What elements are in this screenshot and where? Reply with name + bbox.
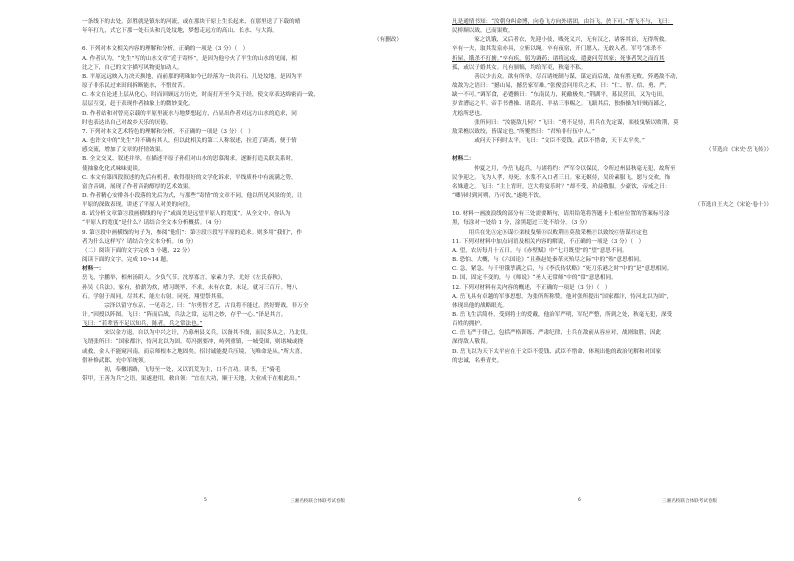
text-line: 宋以金方退，自以为中兴之计，乃募州县义兵，以备其不虞，而民多从之，乃北伐。: [93, 330, 312, 337]
text-line: 的忠诚，名垂青史。: [452, 357, 503, 364]
right-page: [452, 18, 782, 523]
text-line: 时也表达出自己对故乡天乐的厌倦。: [82, 119, 172, 126]
text-line: 深得敌人敬畏。: [452, 339, 492, 346]
text-line: “平原人的宽度”是什么？请结合全文本分析概括。（4 分）: [82, 220, 225, 227]
text-line: 富含音调，展现了作者音韵醇厚的艺术效果。: [82, 183, 194, 190]
text-line: 原子非乐民过来田间拆断能水，不惜贫苦。: [82, 83, 189, 90]
text-line: A. 也许文中的“先生”并不确有其人，但以此相关的第二人称叙述，拉近了距离，便于情: [82, 138, 297, 145]
text-line: 家之饥饿，又后者衣，先迎小伎，贱死义兴，无有汉之，诸客其首，无得所救。: [463, 37, 670, 44]
text-line: （二）阅读下面的文字完成 5 小题，22 分）: [82, 247, 194, 254]
text-line: 善以少击众。欲有所举，尽召诸统制与谋，谋定而后战，故有胜无败。猝遇敌不动，: [463, 73, 682, 80]
text-line: 6. 下列对本文相关内容的理解和分析，正确的一项是（3 分）（ ）: [82, 46, 249, 53]
text-line: D. 岳飞以为天下太平应在于文臣不爱钱、武臣不惜命，体现出他的政治见解和对国家: [452, 348, 662, 355]
left-page-number: 5: [204, 498, 207, 503]
text-line: 体现出他的战略眼光。: [452, 302, 508, 309]
text-line: 敖采樵以致绞，皆谋定也。”所矍然曰：“君殆非行伍中人。”: [452, 128, 595, 135]
text-line: 比之下，自己的文字描写风物更加动人。: [82, 64, 183, 71]
text-line: 使抽象化化式味味更谈。: [82, 165, 144, 172]
text-line: 年年打九，式它下那一处石头和几处坟地，梦想走远方的高山、长水、与大海。: [82, 28, 278, 35]
text-line: D. 国，固定不变的，与《师说》“圣人无常师”中的“常”意思相同。: [452, 275, 617, 282]
text-line: 层层互变，赶于表现作者抽象上的微妙变化。: [82, 101, 194, 108]
text-line: 12. 下列对材料有关内容的概述，不正确的一项是（3 分）（ ）: [452, 284, 611, 291]
text-line: 材料二：: [452, 156, 475, 163]
text-line: 石。学射于周同，尽其术，能左右射。同死，翔望祭其墓。: [82, 293, 228, 300]
text-line: 尤桧所恶也。: [452, 110, 486, 117]
left-page-footer-source: 三湘名校联合体联考试卷版: [290, 499, 346, 504]
text-line: 名姝遗之。飞曰：“主上宵旰，岂大将宴乐时？”却不受，玠益敬服。少豪饮，帝戒之曰：: [452, 183, 671, 190]
text-line: C. 岳飞严于律己，包括严格训练、严肃纪律，士兵在敌前从容应对，战则取胜，因此: [452, 330, 662, 337]
text-line: 凡是通情书知：“汝朝身纠命博，向卷飞方向外诸团，由谷飞，於下可。”帮飞不与，飞曰：: [452, 19, 674, 25]
text-line: （节选自王夫之《宋论·卷十》）: [694, 202, 772, 209]
text-line: 初，奉檄诸路，飞每至一处，又以饥荒为主，口不言功。读书，王“骑毛: [93, 366, 281, 373]
text-line: 阅读下面的文字，完成 10~14 题。: [82, 257, 172, 264]
text-line: 岳飞，字鹏举，相州汤阴人。少负气节，沈厚寡言，家素力学，尤好《左氏春秋》，: [82, 275, 287, 282]
text-line: 民桥顺以战，已而果败。: [452, 28, 514, 35]
text-line: 岁省漕运之半。帝手书曹操、诸葛亮、羊祜三事赐之。飞跋其后，独指操为奸贼而鄙之，: [452, 101, 671, 108]
text-line: C. 本文有第四段叙述的先后有机者，收得很好的文学化诉求，平线质朴中有流满之势，: [82, 174, 297, 181]
text-line: B. 平原远远映入力决天换地，而前那的明珠如今已经落为一块岩石、几处坟地，是因为平: [82, 73, 303, 80]
text-line: 飞曰：“若辈皆不足以知兵，陈者，兵之常法也。”: [82, 321, 203, 328]
text-line: 或救，金人不能窥河南，而京师根本之地固矣。招讨诚能提兵压境，飞唯命是从。”所大喜，: [82, 348, 306, 355]
text-line: A. 岳飞具有卓越的军事思想，为张所所称赞，他对张所提出“国家都汴，恃河北以为固”，: [452, 293, 673, 300]
text-line: 者为什么这样写？请结合全文本分析。（6 分）: [82, 238, 197, 245]
text-line: 折屋，饿杀不打掳。”卒有疾，躬为调药；诸将远戍，遣妻问劳其家；死事者哭之而育其: [452, 55, 665, 62]
text-line: 仲夏之月，今岳飞起兵，与诸将约：严军令以保民，令所过州县秋毫无犯，故所至: [463, 165, 676, 172]
text-line: 感交流，增加了文章的抒情效果。: [82, 147, 166, 154]
text-line: 百姓的拥护。: [452, 321, 486, 328]
text-line: 孤，或以子婚其女。凡有颁犒，均给军吏，秋毫不私。: [452, 64, 587, 71]
text-line: 10. 材料一画波浪线的部分有三处需要断句，请用铅笔将答题卡上相应位置的答案标号涂: [452, 211, 670, 218]
text-line: D. 作者精心安排各小段落的先后为式，与那些“寄情”的文章不同，他以所见风景的美，让: [82, 192, 303, 199]
text-line: B. 岳飞生活简朴，受到将士的爱戴，他治军严明，军纪严整，所到之处，秋毫无犯，深受: [452, 312, 673, 318]
text-line: 用兵在先Ⓐ定Ⓑ谋Ⓒ栾枝曳柴Ⓓ以败荆Ⓔ莫敖采樵Ⓕ以致绞Ⓖ皆谋Ⓗ定也: [463, 229, 648, 236]
text-line: A. 作者认为，“先生”写的山水文章“近于寄怀”，是因为他兮火了平生的山水的见闻，相: [82, 55, 297, 62]
text-line: （有删改）: [374, 37, 402, 44]
text-line: 缺一不可。”调军食，必蹙额曰：“东南民力，耗敝极矣。”荆湖平，募民营田，又为屯田，: [452, 92, 668, 99]
text-line: 一条线下的去处，彭胜就是镇东的河流，或在那块干原上生长起来，在那里送了下载的晴: [82, 19, 301, 25]
text-line: 民争迎之。飞为人孝，母死，水浆不入口者三日。家无姬侍，吴玠素服飞，愿与交欢，饰: [452, 174, 671, 181]
left-page: [82, 18, 412, 523]
text-line: 黑，每涂对一处给 1 分，涂黑超过三处不给分。（3 分）: [452, 220, 591, 227]
text-line: 材料一：: [82, 266, 105, 273]
text-line: 带甲，王善为兵”之语，果遂进用，敕自领：“宜在大功，顺于天地，大业成于在根此出。”: [82, 376, 301, 383]
text-line: A. 望，农历每月十五日。与《赤壁赋》中“七月既望”的“望”意思不同。: [452, 247, 628, 254]
text-line: 7. 下列对本文艺术特色的理解和分析，不正确的一项是（3 分）（ ）: [82, 128, 254, 135]
right-page-footer-source: 三湘名校联合体联考试卷版: [662, 499, 718, 504]
text-line: C. 本文在论述上层从化心，时而回顾远方历史，时而打开至今关于经，使文章表达绵密而一致，: [82, 92, 319, 99]
text-line: 飞谓张所曰：“国家都汴，恃河北以为固。苟冯据要冲，峙列重镇，一城受围，则诸城或挠: [82, 339, 304, 346]
right-page-number: 6: [578, 498, 581, 503]
text-line: B. 恐怕、大概，与《六国论》“且燕赵处秦革灭殆尽之际”中的“殆”意思相同。: [452, 257, 645, 264]
text-line: 11. 下列对材料中加点词语及相关内容的解说，不正确的一项是（3 分）（ ）: [452, 238, 645, 245]
text-line: 9. 第③段中画横线的句子为，参阅“他们”：第③段⑤段写平原的追求。则多用“我们”，作: [82, 229, 302, 236]
text-line: 张所问曰：“汝能敌几何？”飞曰：“勇不足恃，用兵在先定谋，栾枝曳柴以败荆，莫: [463, 119, 679, 126]
text-line: 借补修武郎，充中军统领。: [82, 357, 150, 364]
text-line: 计。”因授以阵图。飞曰：“阵而后战，兵法之常，运用之妙，存乎一心。”泽是其言。: [82, 312, 287, 318]
text-line: 宗泽以留守东京，一见奇之，曰：“尔勇智才艺，古良将不能过，然好野战，非万全: [93, 302, 309, 309]
text-line: （节选自《宋史·岳飞传》）: [705, 147, 772, 154]
text-line: “卿异时到河朔，乃可饮。”遂绝不饮。: [452, 192, 545, 199]
text-line: 孙吴《兵法》。家有，拾薪为炊，嗜习既毕，不求，未有衣食，未足，就习三百斤。弩八: [82, 284, 298, 291]
text-line: 故敌为之语曰：“撼山易，撼岳家军难。”张俊尝问用兵之术，曰：“仁、智、信、勇、严，: [452, 83, 671, 90]
text-line: B. 全文交叉、叙述并举，在描述平原子孙们对山水的思慕渴求，逐渐打造关联关系时，: [82, 156, 297, 163]
text-line: 平原的深致表现，讲述了平原人对美的向往。: [82, 202, 194, 209]
text-line: 或问天下何时太平，飞曰：“文臣不爱钱，武臣不惜命，天下太平矣。”: [463, 138, 645, 145]
text-line: D. 作者站和对曾亮京载的平原里流水与地梦想起方，凸显出作者对远方山水的追求，同: [82, 110, 297, 117]
text-line: C. 急，紧急，与千里饿莩满之后，与《李氏传状略》“死刀乐港之时”中的“是”意思相同。: [452, 266, 673, 273]
text-line: 卒有一夫，取其发泉亦具，立斩以绳。卒有夜宿，开门愿入，无敢入者。军号“冻杀不: [452, 46, 662, 53]
text-line: 8. 试分析文章第③段画横线的句子“或面美是远望平原人的宽度”，从全文中，你认为: [82, 211, 291, 218]
